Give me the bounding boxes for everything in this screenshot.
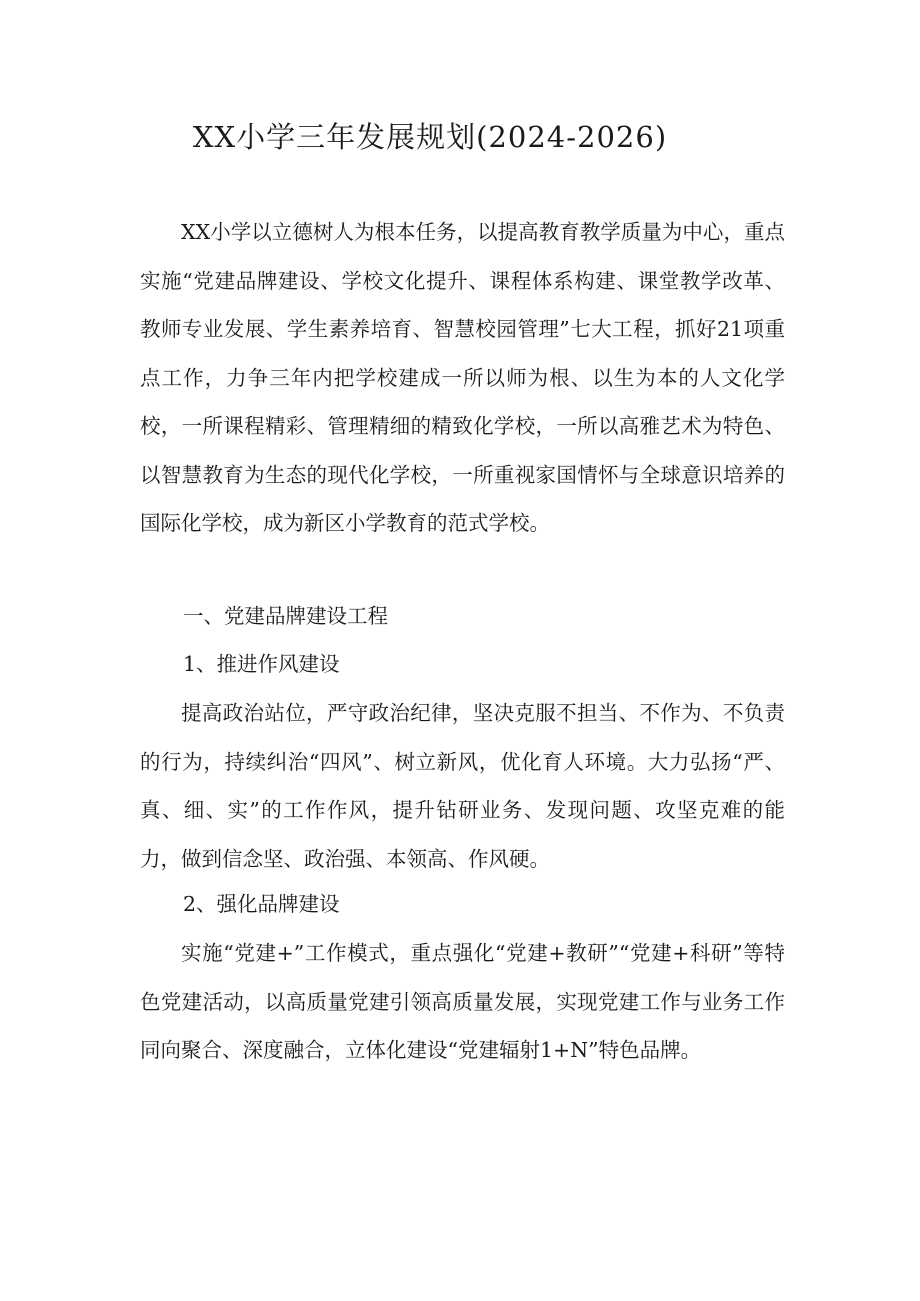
- subsection-body: 提高政治站位，严守政治纪律，坚决克服不担当、不作为、不负责的行为，持续纠治“四风”、树立新风，优化育人环境。大力弘扬“严、真、细、实”的工作作风，提升钻研业务、发现问题、攻坚克难的能力，做到信念坚、政治强、本领高、作风硬。: [140, 701, 785, 871]
- document-title: XX小学三年发展规划(2024-2026): [192, 120, 668, 154]
- intro-paragraph: XX小学以立德树人为根本任务，以提高教育教学质量为中心，重点实施“党建品牌建设、学校文化提升、课程体系构建、课堂教学改革、教师专业发展、学生素养培育、智慧校园管理”七大工程，抓好21项重点工作，力争三年内把学校建成一所以师为根、以生为本的人文化学校，一所课程精彩、管理精细的精致化学校，一所以高雅艺术为特色、以智慧教育为生态的现代化学校，一所重视家国情怀与全球意识培养的国际化学校，成为新区小学教育的范式学校。: [140, 220, 785, 535]
- subsection-heading: 1、推进作风建设: [183, 652, 340, 676]
- subsection-body: 实施“党建+”工作模式，重点强化“党建+教研”“党建+科研”等特色党建活动，以高质量党建引领高质量发展，实现党建工作与业务工作同向聚合、深度融合，立体化建设“党建辐射1+N”特色品牌。: [140, 941, 785, 1062]
- section-heading: 一、党建品牌建设工程: [183, 604, 388, 628]
- subsection-heading: 2、强化品牌建设: [183, 892, 340, 916]
